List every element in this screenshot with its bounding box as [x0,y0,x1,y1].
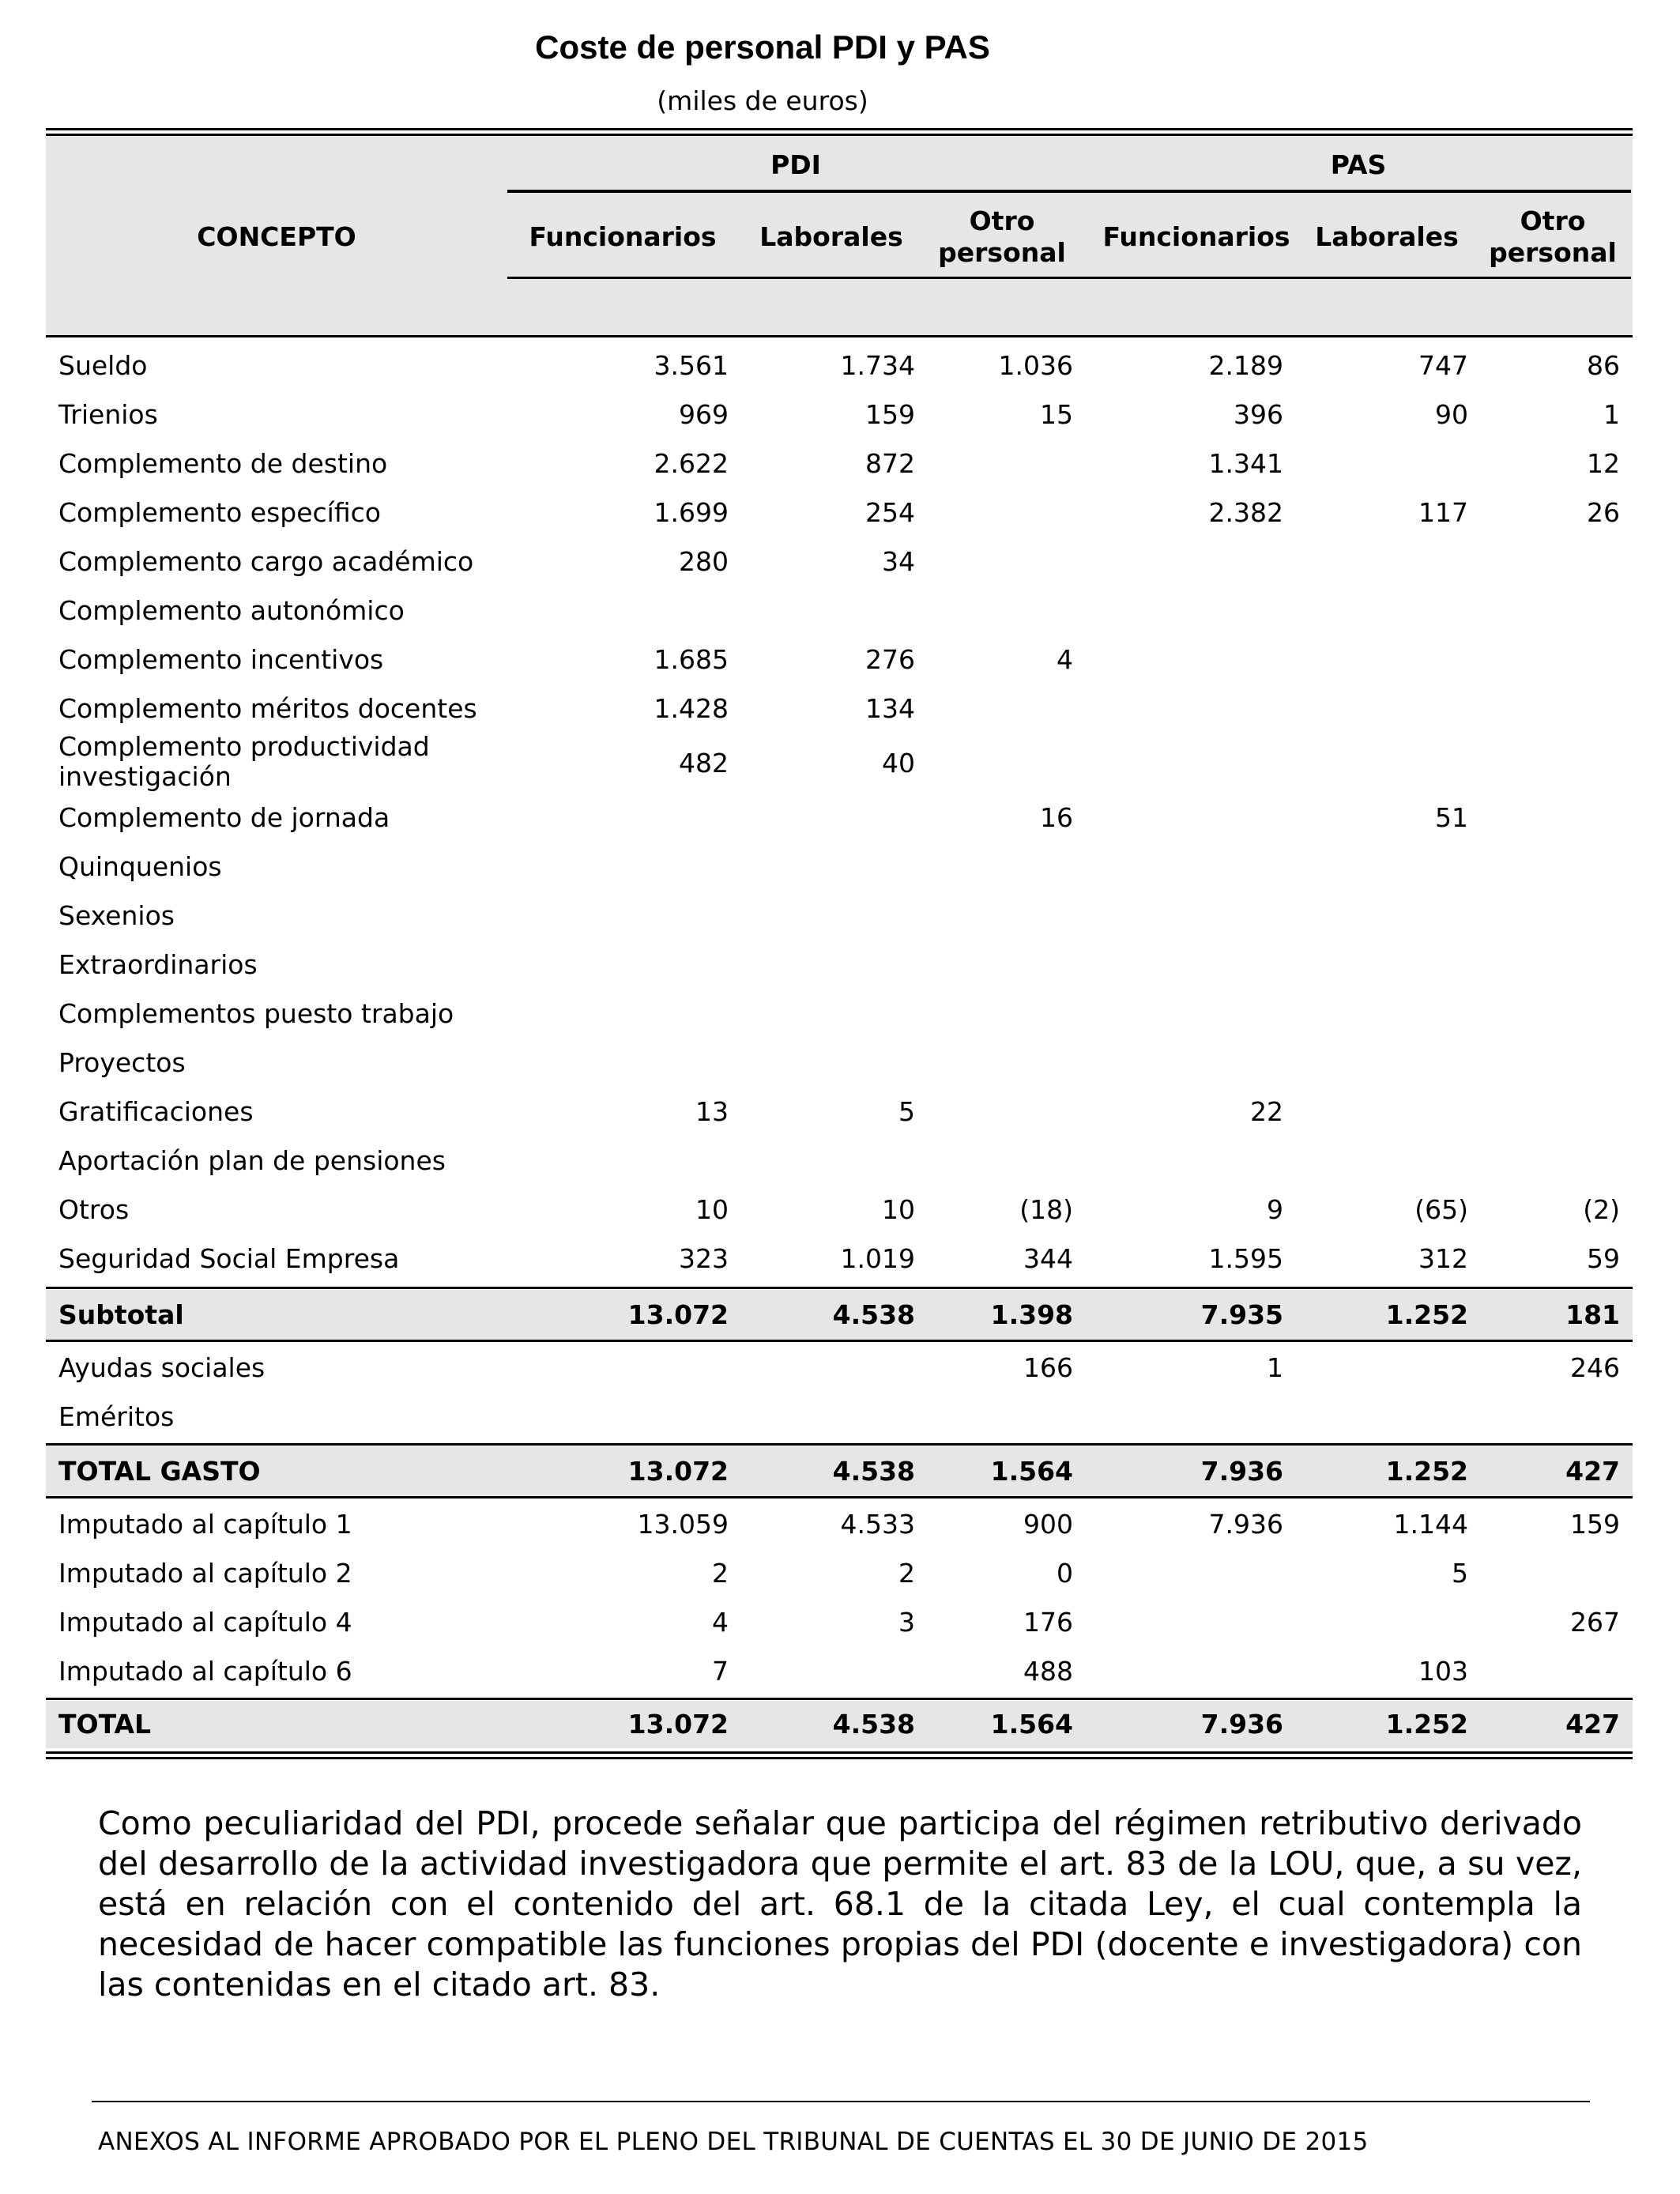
row-value: 7.936 [1200,1456,1283,1487]
row-label: TOTAL GASTO [58,1456,261,1487]
row-value: 15 [1040,399,1073,430]
table-row [46,893,1633,939]
row-value: 103 [1418,1656,1468,1687]
row-label: Sueldo [58,350,148,381]
row-value: 16 [1040,802,1073,833]
row-label: Complemento cargo académico [58,546,474,577]
row-value: 34 [882,546,915,577]
total-top-rule [46,1698,1633,1700]
header-pdi: PDI [770,149,821,180]
row-value: 13 [695,1096,729,1127]
row-value: 2.622 [654,448,729,479]
table-row [46,539,1633,585]
subtotal-top-rule [46,1287,1633,1289]
row-value: 7.935 [1200,1299,1283,1330]
row-label: Eméritos [58,1401,175,1432]
row-value: (65) [1414,1194,1468,1225]
row-value: 969 [679,399,729,430]
header-pas: PAS [1330,149,1387,180]
row-label: Complemento específico [58,497,381,528]
header-pdi-laborales: Laborales [759,221,903,252]
row-value: 9 [1267,1194,1283,1225]
row-label: Sexenios [58,900,175,931]
row-label: Complemento autonómico [58,595,405,626]
table-row [46,795,1633,841]
row-value: 344 [1023,1243,1073,1274]
row-label: Complemento méritos docentes [58,693,477,724]
row-value: 176 [1023,1607,1073,1638]
table-row [46,441,1633,487]
row-value: 4 [712,1607,729,1638]
row-value: 254 [865,497,915,528]
row-value: 13.072 [627,1456,729,1487]
total-bottom-rule-2 [46,1757,1633,1759]
row-value: 10 [882,1194,915,1225]
row-label: Aportación plan de pensiones [58,1145,446,1176]
row-value: 427 [1565,1709,1620,1740]
row-label: Trienios [58,399,158,430]
row-label: Imputado al capítulo 1 [58,1509,352,1540]
row-value: 276 [865,644,915,675]
row-value: 1.699 [654,497,729,528]
header-pas-otro: Otro personal [1489,205,1617,268]
table-row [46,1345,1633,1391]
row-value: 1.019 [840,1243,915,1274]
top-rule [46,128,1633,130]
header-bottom-rule [46,335,1633,337]
table-row [46,686,1633,732]
row-value: 2.189 [1208,350,1283,381]
table-row [46,991,1633,1037]
page-title: Coste de personal PDI y PAS [535,28,990,66]
row-value: 5 [1452,1558,1468,1589]
row-label: Complementos puesto trabajo [58,998,454,1029]
table-row [46,490,1633,536]
row-value: 1.398 [990,1299,1073,1330]
row-value: 13.059 [637,1509,729,1540]
total-row [46,1290,1633,1340]
row-value: 1.564 [990,1709,1073,1740]
row-label: Complemento de jornada [58,802,390,833]
row-value: 1.252 [1385,1456,1468,1487]
total-bottom-rule [46,1751,1633,1754]
row-value: 7.936 [1208,1509,1283,1540]
row-value: 86 [1587,350,1620,381]
table-row [46,1649,1633,1695]
units-subtitle: (miles de euros) [657,85,868,116]
table-row [46,1236,1633,1282]
row-value: 267 [1570,1607,1620,1638]
row-label: Imputado al capítulo 4 [58,1607,352,1638]
page-footer: ANEXOS AL INFORME APROBADO POR EL PLENO DEL TRIBUNAL DE CUENTAS EL 30 DE JUNIO DE 2015 [98,2128,1369,2156]
row-label: Seguridad Social Empresa [58,1243,400,1274]
total-row [46,1446,1633,1497]
table-row [46,1040,1633,1086]
top-rule-2 [46,134,1633,136]
header-concepto: CONCEPTO [197,221,356,252]
row-value: 488 [1023,1656,1073,1687]
row-value: 4.538 [832,1709,915,1740]
row-value: 1.144 [1393,1509,1468,1540]
row-value: 13.072 [627,1299,729,1330]
total-gasto-bottom-rule [46,1496,1633,1498]
header-pdi-otro: Otro personal [938,205,1066,268]
row-value: 4.533 [840,1509,915,1540]
row-value: 181 [1565,1299,1620,1330]
row-value: 482 [679,748,729,778]
row-value: 872 [865,448,915,479]
row-value: 3 [898,1607,915,1638]
table-row [46,942,1633,988]
row-value: 51 [1435,802,1468,833]
row-value: 26 [1587,497,1620,528]
row-label: Imputado al capítulo 2 [58,1558,352,1589]
subtotal-bottom-rule [46,1340,1633,1342]
row-value: 159 [865,399,915,430]
total-row [46,1701,1633,1748]
row-label: Complemento incentivos [58,644,384,675]
row-value: 134 [865,693,915,724]
table-row [46,1187,1633,1233]
row-value: 280 [679,546,729,577]
subheader-divider [507,277,1631,279]
table-row [46,1394,1633,1440]
row-value: (2) [1583,1194,1620,1225]
table-row [46,588,1633,634]
row-value: 159 [1570,1509,1620,1540]
footer-rule [92,2101,1590,2102]
row-value: 427 [1565,1456,1620,1487]
row-value: 323 [679,1243,729,1274]
row-label: Complemento de destino [58,448,388,479]
row-value: 1.252 [1385,1299,1468,1330]
row-value: 3.561 [654,350,729,381]
row-label: Gratificaciones [58,1096,254,1127]
row-label: Extraordinarios [58,949,258,980]
row-value: 1 [1267,1352,1283,1383]
row-value: 10 [695,1194,729,1225]
table-row [46,637,1633,683]
row-value: 312 [1418,1243,1468,1274]
row-value: (18) [1019,1194,1073,1225]
table-row [46,1089,1633,1135]
row-label: Ayudas sociales [58,1352,266,1383]
table-row [46,1551,1633,1596]
table-row [46,1600,1633,1646]
row-label: Complemento productividad investigación [58,731,430,792]
row-value: 1.734 [840,350,915,381]
row-value: 5 [898,1096,915,1127]
table-row [46,1138,1633,1184]
row-value: 22 [1250,1096,1283,1127]
row-value: 59 [1587,1243,1620,1274]
header-pas-funcionarios: Funcionarios [1102,221,1290,252]
row-value: 1.428 [654,693,729,724]
table-row [46,730,1633,797]
row-value: 1.595 [1208,1243,1283,1274]
total-gasto-top-rule [46,1443,1633,1446]
row-value: 12 [1587,448,1620,479]
body-paragraph: Como peculiaridad del PDI, procede señalar que participa del régimen retributivo derivado del desarrollo de la actividad investigadora que permite el art. 83 de la LOU, que, a su vez, está en relación con el contenido del art. 68.1 de la citada Ley, el cual contempla la necesidad de hacer compatible las funciones propias del PDI (docente e investigadora) con las contenidas en el citado art. 83. [98,1804,1582,2004]
row-label: Quinquenios [58,851,222,882]
row-value: 1.252 [1385,1709,1468,1740]
table-row [46,1502,1633,1547]
row-value: 747 [1418,350,1468,381]
row-value: 13.072 [627,1709,729,1740]
row-value: 7 [712,1656,729,1687]
row-value: 166 [1023,1352,1073,1383]
row-value: 117 [1418,497,1468,528]
row-value: 1.564 [990,1456,1073,1487]
row-label: Otros [58,1194,130,1225]
row-value: 246 [1570,1352,1620,1383]
row-value: 4.538 [832,1456,915,1487]
row-label: Imputado al capítulo 6 [58,1656,352,1687]
row-value: 90 [1435,399,1468,430]
header-pdi-funcionarios: Funcionarios [529,221,717,252]
row-value: 1.036 [998,350,1073,381]
group-divider [507,190,1631,193]
row-label: TOTAL [58,1709,152,1740]
row-value: 1.341 [1208,448,1283,479]
row-value: 4 [1057,644,1073,675]
row-label: Proyectos [58,1047,186,1078]
table-row [46,392,1633,438]
header-pas-laborales: Laborales [1315,221,1459,252]
row-value: 1.685 [654,644,729,675]
row-label: Subtotal [58,1299,184,1330]
row-value: 2 [898,1558,915,1589]
row-value: 1 [1603,399,1620,430]
row-value: 900 [1023,1509,1073,1540]
table-row [46,844,1633,890]
row-value: 4.538 [832,1299,915,1330]
row-value: 7.936 [1200,1709,1283,1740]
row-value: 2.382 [1208,497,1283,528]
table-row [46,343,1633,389]
row-value: 2 [712,1558,729,1589]
row-value: 40 [882,748,915,778]
row-value: 0 [1057,1558,1073,1589]
row-value: 396 [1234,399,1283,430]
